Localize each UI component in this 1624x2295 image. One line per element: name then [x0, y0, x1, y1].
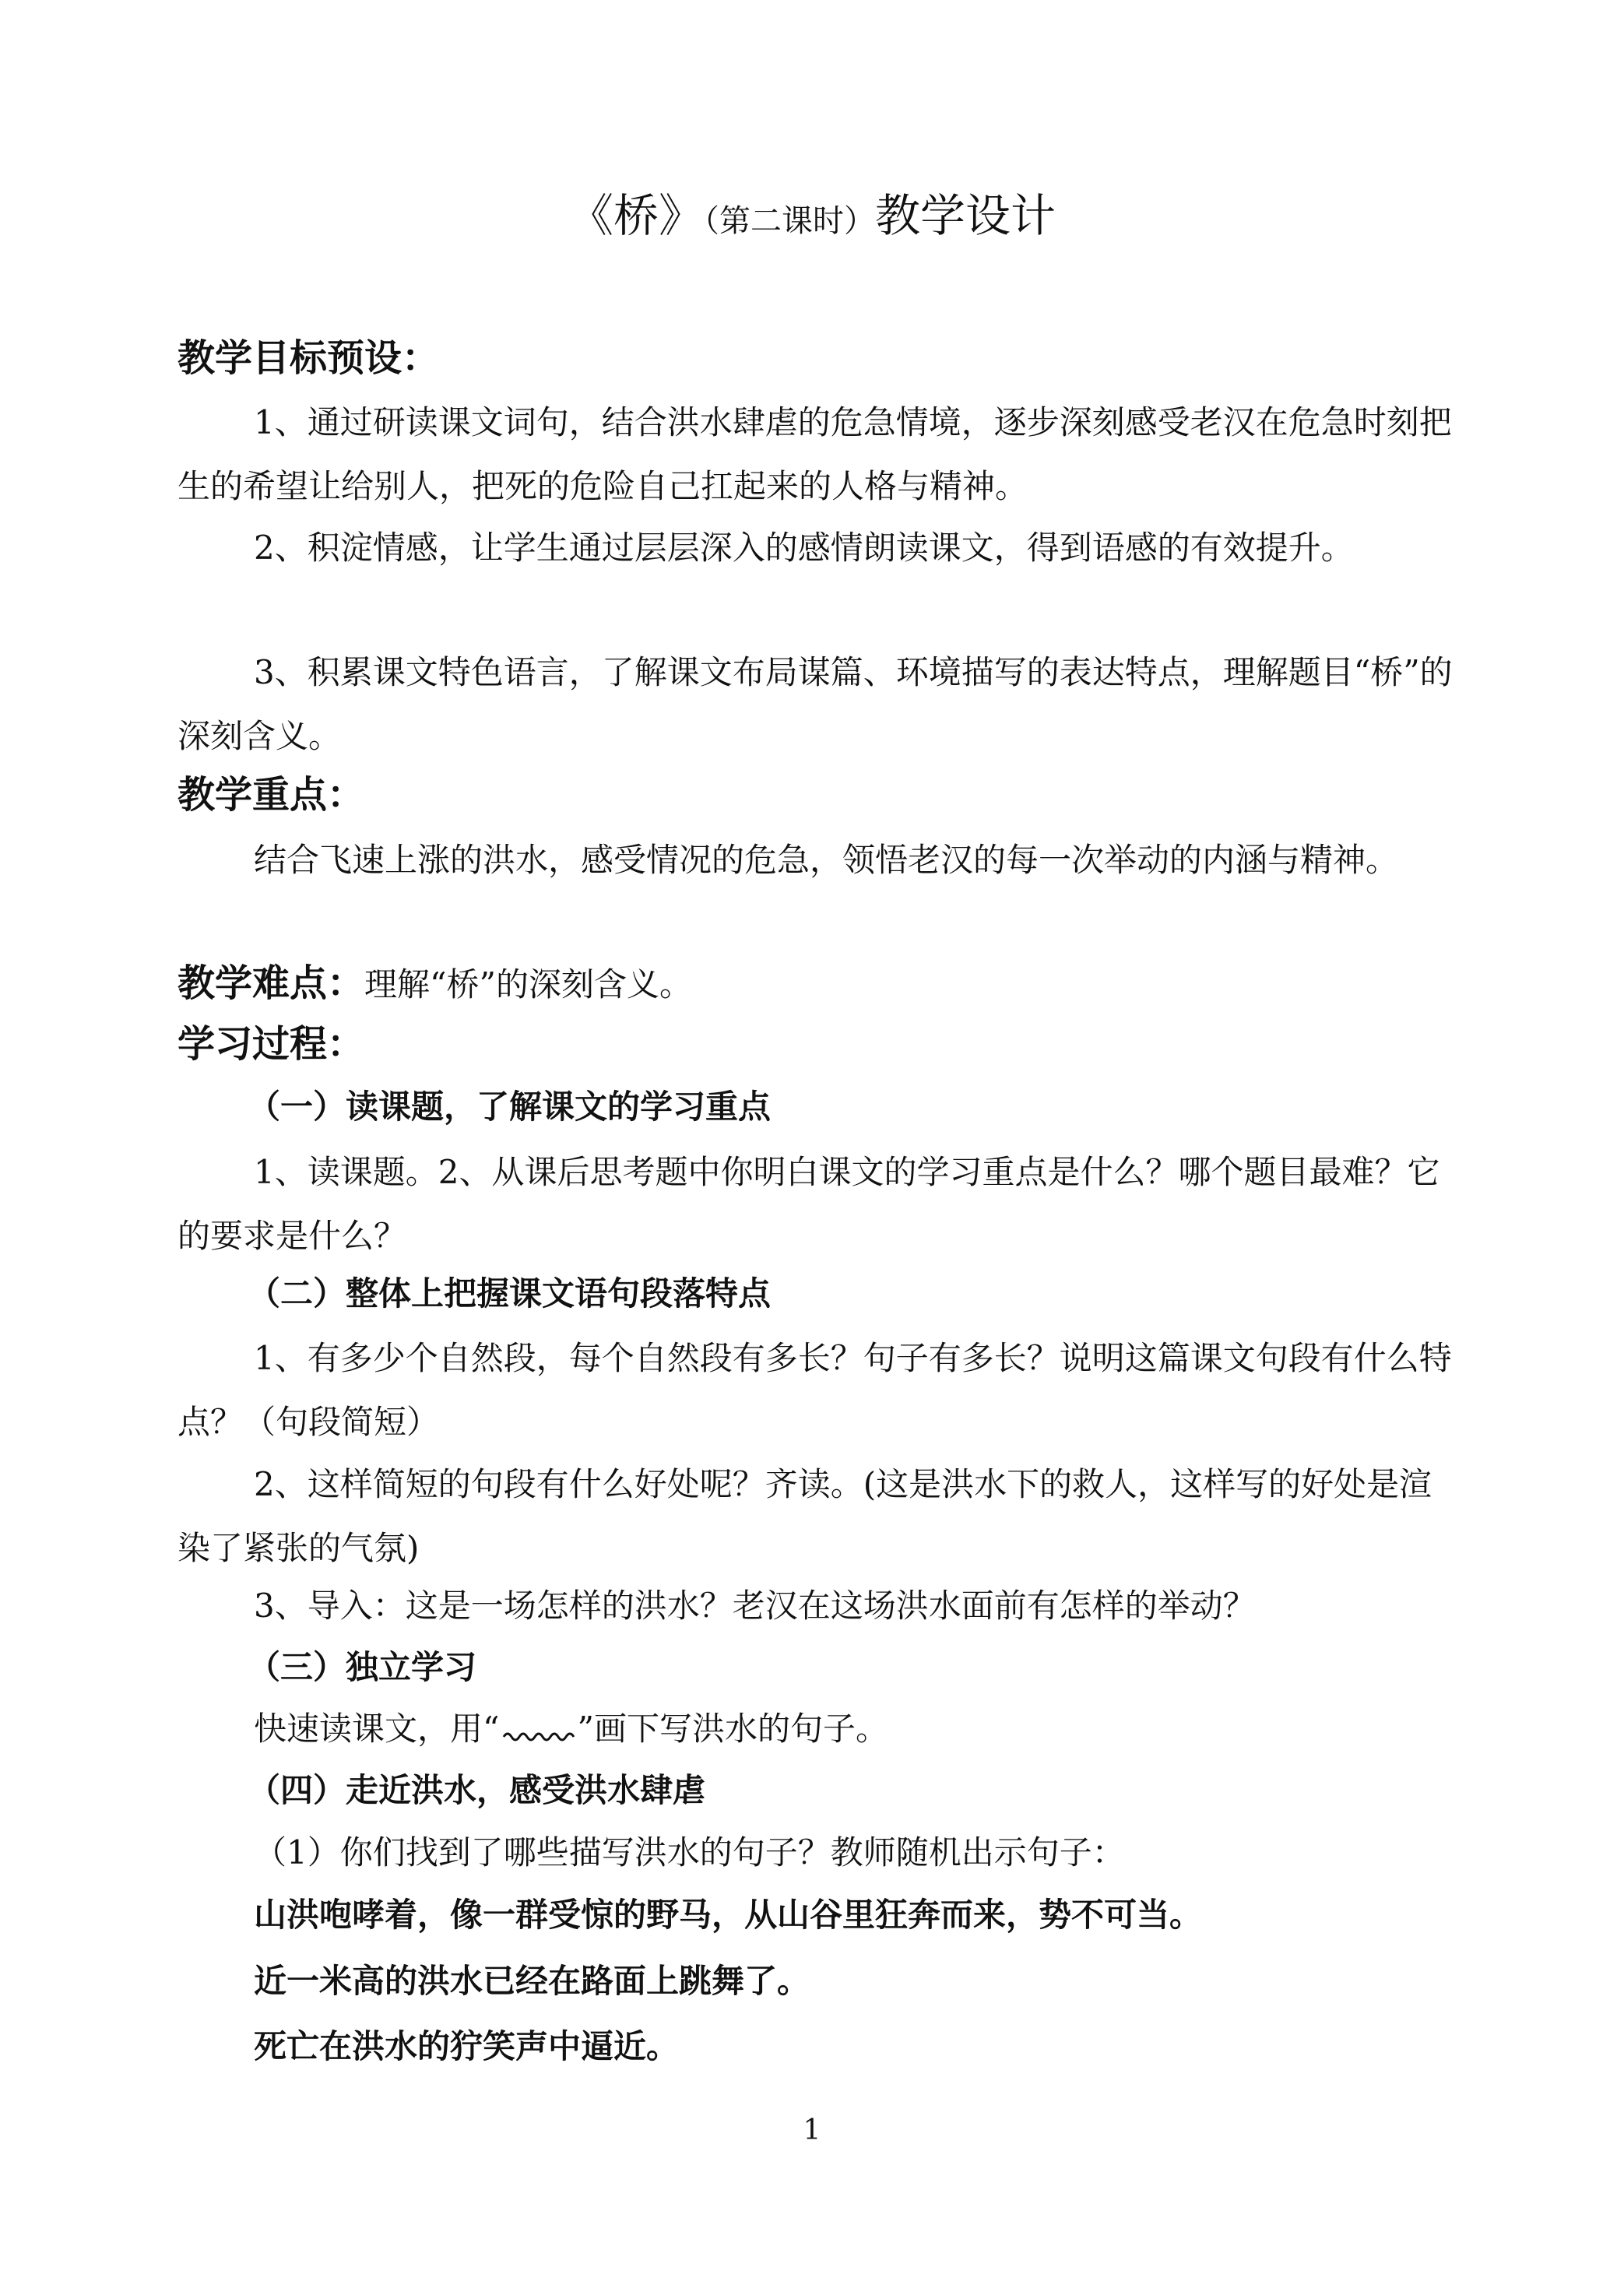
title-design: 教学设计 — [875, 189, 1056, 242]
key-text: 结合飞速上涨的洪水，感受情况的危急，领悟老汉的每一次举动的内涵与精神。 — [254, 841, 1399, 879]
goals-heading: 教学目标预设： — [178, 336, 440, 380]
section-2-para-2: 2、这样简短的句段有什么好处呢？齐读。(这是洪水下的救人，这样写的好处是渲染了紧张的气氛) — [178, 1465, 1432, 1567]
section-3-text-before: 快速读课文，用“ — [254, 1710, 500, 1748]
difficulty-line — [178, 956, 692, 1012]
section-2-title: （二）整体上把握课文语句段落特点 — [248, 1274, 772, 1313]
difficulty-text: 理解“桥”的深刻含义。 — [364, 965, 692, 1003]
section-2-para-3: 3、导入：这是一场怎样的洪水？老汉在这场洪水面前有怎样的举动？ — [254, 1587, 1256, 1625]
section-3-title: （三）独立学习 — [248, 1648, 477, 1686]
process-heading: 学习过程： — [178, 1022, 365, 1066]
quote-2: 近一米高的洪水已经在路面上跳舞了。 — [254, 1962, 810, 2000]
wavy-underline-icon — [499, 1720, 577, 1743]
goal-item-2: 2、积淀情感，让学生通过层层深入的感情朗读课文，得到语感的有效提升。 — [254, 529, 1354, 567]
section-3-text — [254, 1702, 888, 1756]
goal-item-3: 3、积累课文特色语言，了解课文布局谋篇、环境描写的表达特点，理解题目“桥”的深刻含义。 — [178, 653, 1453, 755]
goal-item-1: 1、通过研读课文词句，结合洪水肆虐的危急情境，逐步深刻感受老汉在危急时刻把生的希望让给别人，把死的危险自己扛起来的人格与精神。 — [178, 403, 1452, 505]
difficulty-heading: 教学难点： — [178, 961, 365, 1005]
section-3-text-after: ”画下写洪水的句子。 — [577, 1710, 888, 1748]
page-number: 1 — [803, 2114, 821, 2146]
title-lesson-note: （第二课时） — [704, 203, 875, 239]
quote-3: 死亡在洪水的狞笑声中逼近。 — [254, 2027, 680, 2065]
key-heading: 教学重点： — [178, 773, 365, 817]
section-2-para-1: 1、有多少个自然段，每个自然段有多长？句子有多长？说明这篇课文句段有什么特点？（句段简短） — [178, 1339, 1452, 1441]
title-book-name: 《桥》 — [568, 189, 704, 242]
section-4-question-1: （1）你们找到了哪些描写洪水的句子？教师随机出示句子： — [254, 1833, 1125, 1871]
document-title — [0, 181, 1624, 256]
quote-1: 山洪咆哮着，像一群受惊的野马，从山谷里狂奔而来，势不可当。 — [254, 1896, 1203, 1934]
section-4-title: （四）走近洪水，感受洪水肆虐 — [248, 1771, 706, 1809]
section-1-title: （一）读课题，了解课文的学习重点 — [248, 1088, 772, 1126]
section-1-text: 1、读课题。2、从课后思考题中你明白课文的学习重点是什么？哪个题目最难？它的要求是什么？ — [178, 1153, 1440, 1255]
